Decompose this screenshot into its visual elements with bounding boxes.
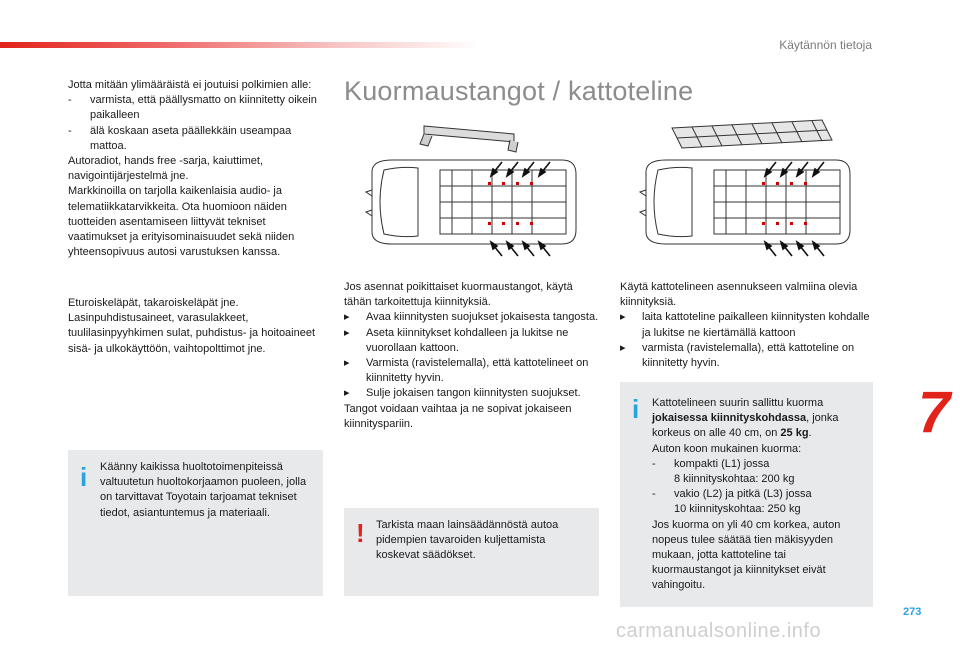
info-box-text (652, 396, 863, 594)
list-item-detail: 8 kiinnityskohtaa: 200 kg (674, 473, 795, 486)
list-item: ▸ Sulje jokaisen tangon kiinnitysten suojukset. (344, 386, 599, 401)
info-box-service (68, 450, 323, 596)
arrow-icon: ▸ (620, 311, 626, 324)
list-item: ▸ Aseta kiinnitykset kohdalleen ja lukitse ne vuorollaan kattoon. (344, 326, 569, 354)
arrow-icon: ▸ (344, 326, 350, 339)
paragraph: Jos kuorma on yli 40 cm korkea, auton nopeus tulee säätää tien mäkisyyden mukaan, jotta kattoteline tai kuormaustangot ja kiinnitykset eivät vahingoitu. (652, 518, 841, 592)
header-accent-bar (0, 42, 480, 48)
arrow-icon: ▸ (344, 311, 350, 324)
list-item: - älä koskaan aseta päällekkäin useampaa mattoa. (68, 124, 292, 152)
watermark: carmanualsonline.info (616, 620, 822, 642)
paragraph: Tangot voidaan vaihtaa ja ne sopivat jokaiseen kiinnityspariin. (344, 402, 572, 430)
list-item: - vakio (L2) ja pitkä (L3) jossa (652, 488, 812, 501)
intro-text: Jos asennat poikittaiset kuormaustangot, käytä tähän tarkoitettuja kiinnityksiä. (344, 281, 573, 309)
max-load-text: Kattotelineen suurin sallittu kuorma jokaisessa kiinnityskohdassa, jonka korkeus on alle 40 cm, on 25 kg. (652, 397, 839, 440)
info-box-text: Käänny kaikissa huoltotoimenpiteissä valtuutetun huoltokorjaamon puoleen, jolla on tarvittavat Toyotain tarjoamat tekniset tiedot, asiantuntemus ja materiaali. (100, 461, 307, 519)
list-item: ▸ Avaa kiinnitysten suojukset jokaisesta tangosta. (344, 310, 599, 325)
page-number: 273 (903, 606, 922, 618)
intro-text: Käytä kattotelineen asennukseen valmiina olevia kiinnityksiä. (620, 281, 858, 309)
roof-bars-illustration (362, 112, 582, 267)
warning-text: Tarkista maan lainsäädännöstä autoa pidempien tavaroiden kuljettamista koskevat säädökset. (376, 519, 559, 562)
paragraph: Markkinoilla on tarjolla kaikenlaisia audio- ja telematiikkatarvikkeita. Ota huomioon näiden tuotteiden asentamiseen liittyvät tekniset vaatimukset ja erityisominaisuudet sekä niiden yhteensopivuus autosi varustuksen kanssa. (68, 185, 295, 259)
section-title: Käytännön tietoja (779, 38, 872, 52)
roof-rack-instructions (620, 280, 870, 371)
roof-rack-illustration (636, 112, 856, 267)
list-item: - varmista, että päällysmatto on kiinnitetty oikein paikalleen (68, 94, 317, 122)
intro-text: Jotta mitään ylimääräistä ei joutuisi polkimien alle: (68, 79, 312, 91)
info-icon: i (632, 394, 640, 424)
page-title: Kuormaustangot / kattoteline (344, 76, 694, 106)
list-item: ▸ laita kattoteline paikalleen kiinnitysten kohdalle ja lukitse ne kiertämällä kattoon (620, 311, 870, 339)
load-by-size-heading: Auton koon mukainen kuorma: (652, 442, 802, 455)
info-icon: i (80, 462, 88, 492)
list-item: - kompakti (L1) jossa (652, 457, 770, 470)
warning-box (344, 508, 599, 596)
pedal-safety-text (68, 78, 318, 260)
info-box-load (620, 382, 873, 607)
arrow-icon: ▸ (344, 387, 350, 400)
arrow-icon: ▸ (620, 341, 626, 354)
arrow-icon: ▸ (344, 357, 350, 370)
roof-bars-instructions (344, 280, 599, 432)
paragraph: Autoradiot, hands free -sarja, kaiuttimet, navigointijärjestelmä jne. (68, 155, 264, 183)
warning-icon: ! (356, 518, 365, 548)
chapter-number: 7 (918, 380, 951, 445)
list-item: ▸ Varmista (ravistelemalla), että kattotelineet on kiinnitetty hyvin. (344, 357, 589, 385)
list-item: ▸ varmista (ravistelemalla), että kattoteline on kiinnitetty hyvin. (620, 341, 855, 370)
accessories-text: Eturoiskeläpät, takaroiskeläpät jne. Lasinpuhdistusaineet, varasulakkeet, tuulilasinpyyhkimen sulat, puhdistus- ja hoitoaineet sisä- ja ulkokäyttöön, vaihtopolttimot jne. (68, 297, 316, 355)
list-item-detail: 10 kiinnityskohtaa: 250 kg (674, 503, 801, 516)
